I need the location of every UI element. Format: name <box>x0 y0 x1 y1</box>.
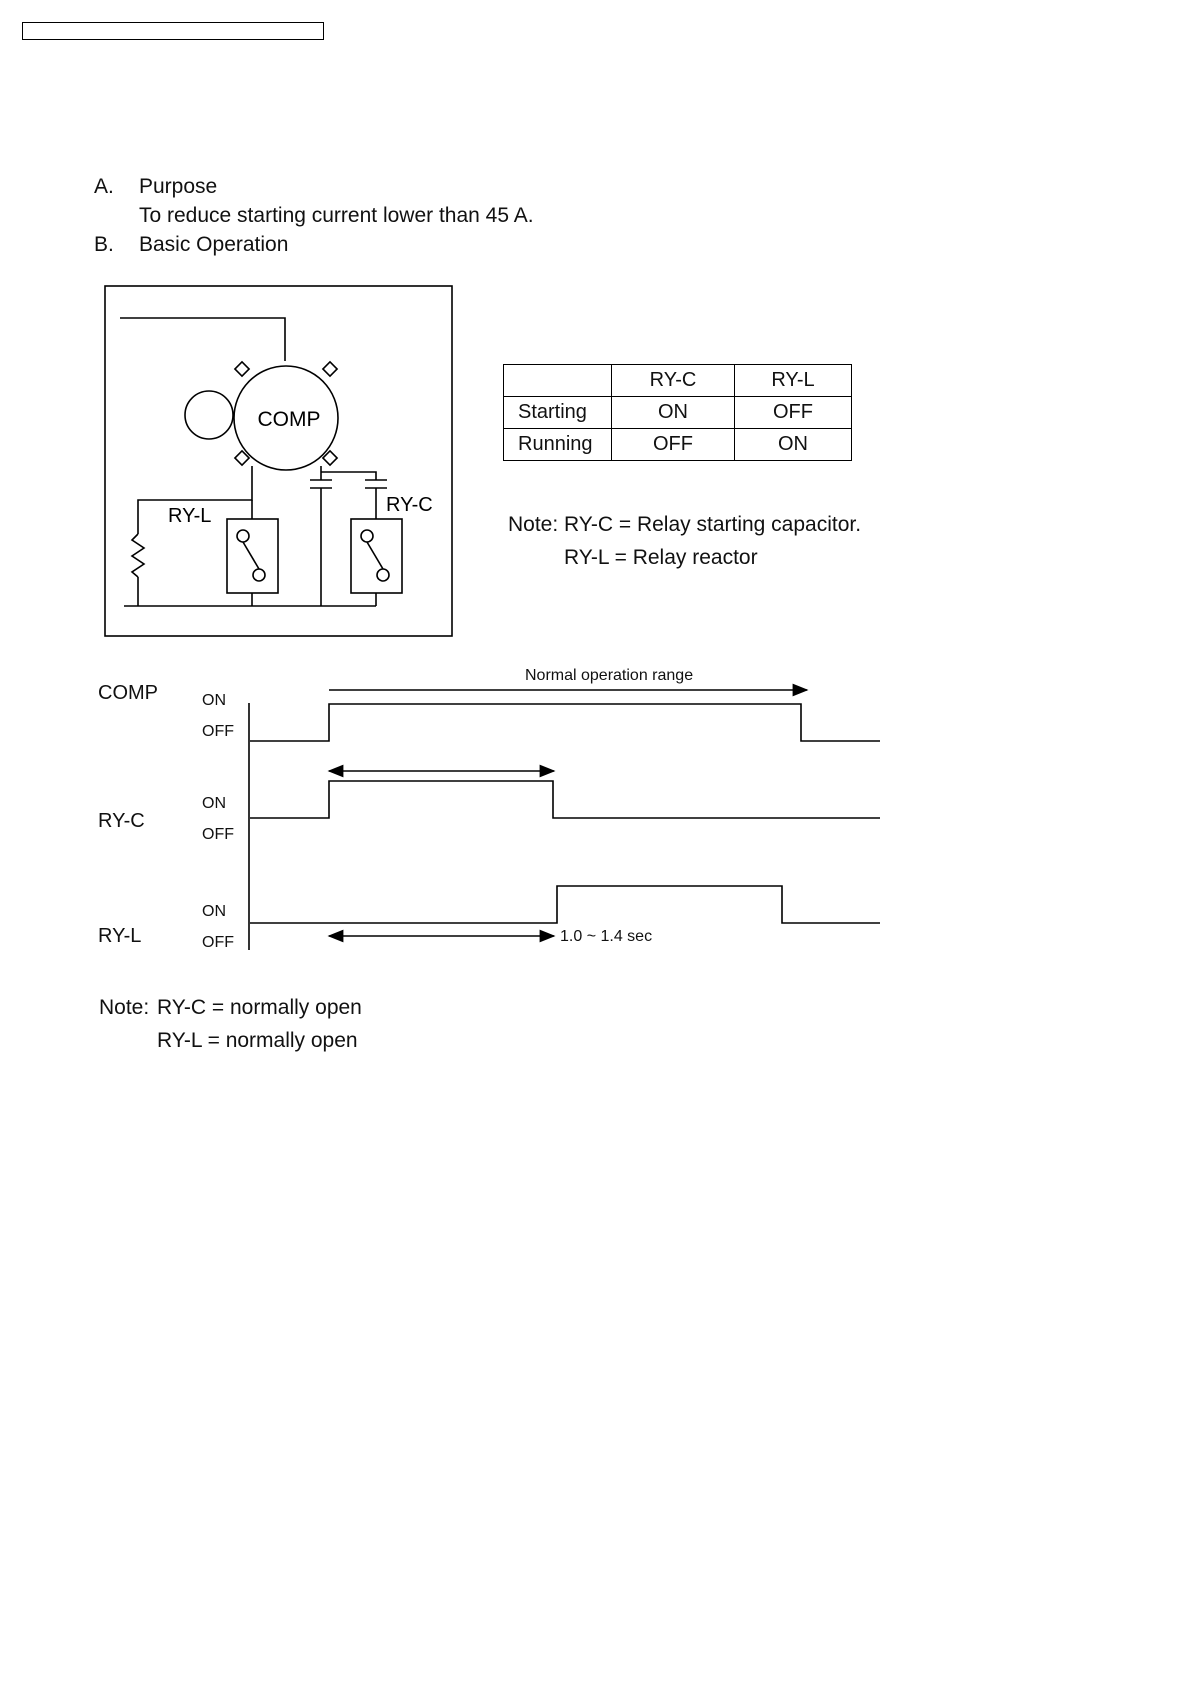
cell-running-ry-c: OFF <box>612 429 735 461</box>
cell-starting-ry-c: ON <box>612 397 735 429</box>
row-label-running: Running <box>504 429 612 461</box>
section-b-title: Basic Operation <box>139 233 289 256</box>
ry-l-waveform <box>250 886 880 923</box>
ry-c-circuit-label: RY-C <box>386 494 433 516</box>
ry-c-waveform <box>250 781 880 818</box>
row-label-starting: Starting <box>504 397 612 429</box>
note2-prefix: Note: <box>99 996 150 1019</box>
note1-line2: RY-L = Relay reactor <box>564 546 758 569</box>
ry-l-on-label: ON <box>202 903 226 920</box>
note2-line1: RY-C = normally open <box>157 996 362 1019</box>
ry-c-off-label: OFF <box>202 826 234 843</box>
comp-label: COMP <box>257 408 321 431</box>
note1-prefix: Note: <box>508 513 559 536</box>
ry-l-circuit-label: RY-L <box>168 505 212 527</box>
section-a-title: Purpose <box>139 175 218 198</box>
normal-range-label: Normal operation range <box>525 667 694 684</box>
section-a-marker: A. <box>94 175 114 198</box>
cell-starting-ry-l: OFF <box>735 397 852 429</box>
ry-c-signal-label: RY-C <box>98 810 145 832</box>
comp-signal-label: COMP <box>98 682 158 704</box>
cell-running-ry-l: ON <box>735 429 852 461</box>
table-col-ry-c: RY-C <box>612 365 735 397</box>
table-col-ry-l: RY-L <box>735 365 852 397</box>
note2-line2: RY-L = normally open <box>157 1029 358 1052</box>
delay-label: 1.0 ~ 1.4 sec <box>560 928 653 945</box>
ry-c-on-label: ON <box>202 795 226 812</box>
comp-off-label: OFF <box>202 723 234 740</box>
comp-waveform <box>250 704 880 741</box>
section-b-marker: B. <box>94 233 114 256</box>
section-a-text: To reduce starting current lower than 45 A. <box>139 204 534 227</box>
ry-l-off-label: OFF <box>202 934 234 951</box>
ry-l-signal-label: RY-L <box>98 925 142 947</box>
note1-line1: RY-C = Relay starting capacitor. <box>564 513 862 536</box>
comp-on-label: ON <box>202 692 226 709</box>
